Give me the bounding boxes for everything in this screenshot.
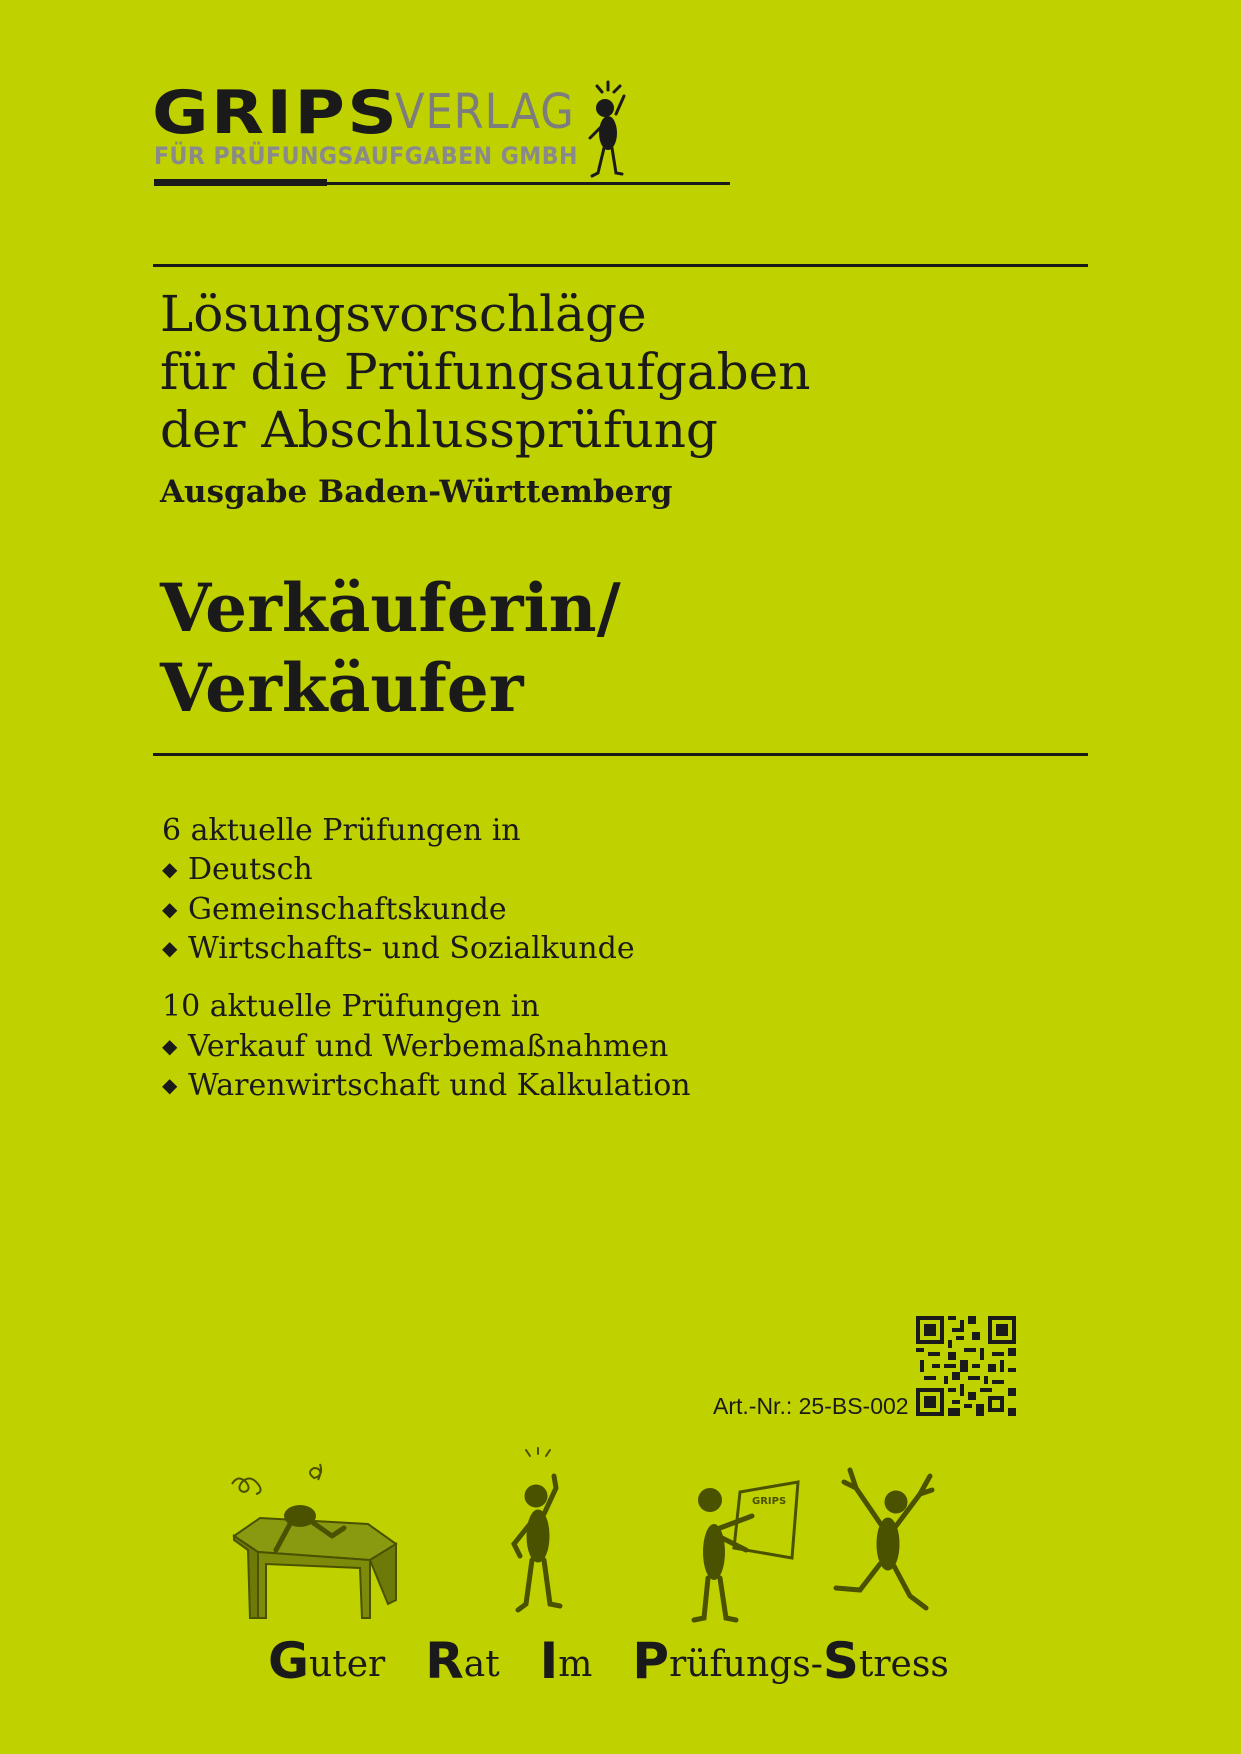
logo-brand-suffix: VERLAG bbox=[395, 84, 575, 140]
list-item: ◆ Deutsch bbox=[162, 852, 313, 887]
bullet-diamond-icon: ◆ bbox=[162, 857, 178, 881]
slogan-word: Rat bbox=[425, 1632, 500, 1690]
edition-label: Ausgabe Baden-Württemberg bbox=[160, 474, 673, 510]
svg-text:GRIPS: GRIPS bbox=[752, 1496, 787, 1507]
logo-brand: GRIPS bbox=[152, 78, 400, 148]
top-divider bbox=[153, 264, 1088, 267]
title-line-2: Verkäufer bbox=[160, 649, 524, 727]
list-item: ◆ Verkauf und Werbemaßnahmen bbox=[162, 1029, 669, 1064]
group2-intro: 10 aktuelle Prüfungen in bbox=[162, 989, 540, 1024]
cheering-figure-icon bbox=[836, 1470, 932, 1608]
slogan-word: Guter bbox=[268, 1632, 386, 1690]
heading-line-1: Lösungsvorschläge bbox=[160, 285, 647, 343]
article-number: Art.-Nr.: 25-BS-002 bbox=[713, 1393, 909, 1419]
logo-underline bbox=[154, 179, 327, 186]
list-item: ◆ Warenwirtschaft und Kalkulation bbox=[162, 1068, 691, 1103]
title-line-1: Verkäuferin/ bbox=[160, 569, 621, 647]
list-item: ◆ Wirtschafts- und Sozialkunde bbox=[162, 931, 635, 966]
logo-subtitle: FÜR PRÜFUNGSAUFGABEN GMBH bbox=[154, 142, 578, 170]
qr-code-icon bbox=[916, 1316, 1016, 1416]
slogan bbox=[268, 1632, 949, 1690]
heading-line-2: für die Prüfungsaufgaben bbox=[160, 343, 811, 401]
idea-figure-icon bbox=[514, 1448, 560, 1610]
cartoon-figures-illustration bbox=[220, 1440, 1040, 1630]
bullet-diamond-icon: ◆ bbox=[162, 1034, 178, 1058]
bullet-diamond-icon: ◆ bbox=[162, 936, 178, 960]
bullet-diamond-icon: ◆ bbox=[162, 1073, 178, 1097]
heading-line-3: der Abschlussprüfung bbox=[160, 401, 718, 459]
bullet-diamond-icon: ◆ bbox=[162, 897, 178, 921]
logo-figure-icon bbox=[580, 78, 630, 188]
reading-figure-icon bbox=[694, 1482, 798, 1620]
group1-intro: 6 aktuelle Prüfungen in bbox=[162, 813, 521, 848]
bottom-divider bbox=[153, 753, 1088, 756]
slogan-word: Im bbox=[539, 1632, 593, 1690]
publisher-logo bbox=[152, 80, 632, 190]
logo-underline-thin bbox=[327, 182, 730, 185]
slogan-word: Prüfungs- bbox=[632, 1632, 823, 1690]
slogan-word: Stress bbox=[822, 1632, 949, 1690]
stressed-figure-desk-icon bbox=[232, 1464, 396, 1618]
list-item: ◆ Gemeinschaftskunde bbox=[162, 892, 507, 927]
